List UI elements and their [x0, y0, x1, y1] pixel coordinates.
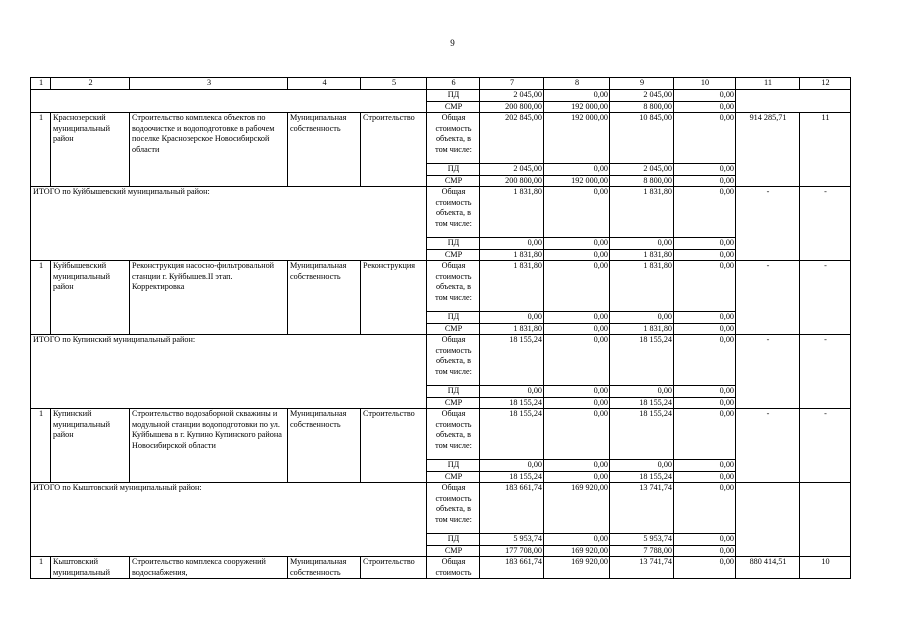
value-cell: 0,00 [674, 90, 736, 102]
project-row [31, 113, 851, 164]
project-row [31, 261, 851, 312]
value-cell: 0,00 [674, 534, 736, 546]
value-cell: 0,00 [674, 335, 736, 386]
row-number: 1 [31, 557, 51, 579]
total-label: ИТОГО по Куйбышевский муниципальный район: [31, 187, 427, 261]
value-cell: 0,00 [674, 238, 736, 250]
total-row [31, 187, 851, 238]
value-cell: 5 953,74 [480, 534, 544, 546]
value-cell: 0,00 [544, 323, 610, 335]
value-cell: 2 045,00 [610, 90, 674, 102]
value-cell: 10 845,00 [610, 113, 674, 164]
ownership: Муниципальная собственность [288, 409, 361, 483]
work-type: Реконструкция [361, 261, 427, 335]
capacity-cell: - [736, 335, 800, 409]
value-cell: 18 155,24 [610, 335, 674, 386]
column-header: 2 [51, 78, 130, 90]
value-cell: 1 831,80 [610, 249, 674, 261]
kind-label: СМР [427, 323, 480, 335]
count-cell: - [800, 335, 851, 409]
column-header: 10 [674, 78, 736, 90]
cost-description: Общая стоимость объекта, в том числе: [427, 483, 480, 534]
count-cell: - [800, 261, 851, 335]
value-cell: 183 661,74 [480, 483, 544, 534]
value-cell: 0,00 [674, 397, 736, 409]
ownership: Муниципальная собственность [288, 113, 361, 187]
blank-cell [736, 90, 851, 113]
page-number: 9 [450, 38, 455, 48]
cost-description: Общая стоимость объекта, в том числе: [427, 409, 480, 460]
work-type: Строительство [361, 409, 427, 483]
work-type: Строительство [361, 557, 427, 579]
total-label: ИТОГО по Купинский муниципальный район: [31, 335, 427, 409]
value-cell: 200 800,00 [480, 175, 544, 187]
value-cell: 0,00 [544, 471, 610, 483]
capacity-cell: - [736, 261, 800, 335]
row-number: 1 [31, 113, 51, 187]
kind-label: СМР [427, 397, 480, 409]
total-row [31, 483, 851, 534]
cost-description: Общая стоимость объекта, в том числе: [427, 187, 480, 238]
value-cell: 0,00 [544, 187, 610, 238]
count-cell: - [800, 187, 851, 261]
cost-description: Общая стоимость объекта, в том числе: [427, 261, 480, 312]
value-cell: 1 831,80 [480, 249, 544, 261]
value-cell: 5 953,74 [610, 534, 674, 546]
value-cell: 0,00 [544, 335, 610, 386]
count-cell [800, 483, 851, 557]
kind-label: ПД [427, 534, 480, 546]
value-cell: 18 155,24 [480, 471, 544, 483]
continuation-row [31, 90, 851, 102]
value-cell: 0,00 [544, 386, 610, 398]
value-cell: 192 000,00 [544, 101, 610, 113]
value-cell: 0,00 [480, 386, 544, 398]
value-cell: 13 741,74 [610, 483, 674, 534]
header-row [31, 78, 851, 90]
value-cell: 0,00 [480, 238, 544, 250]
value-cell: 169 920,00 [544, 545, 610, 557]
value-cell: 8 800,00 [610, 175, 674, 187]
kind-label: ПД [427, 386, 480, 398]
kind-label: СМР [427, 545, 480, 557]
value-cell: 0,00 [674, 460, 736, 472]
value-cell: 0,00 [674, 261, 736, 312]
blank-cell [31, 90, 427, 113]
column-header: 12 [800, 78, 851, 90]
value-cell: 0,00 [674, 323, 736, 335]
value-cell: 0,00 [610, 312, 674, 324]
project-name: Реконструкция насосно-фильтровальной станции г. Куйбышев.II этап. Корректировка [130, 261, 288, 335]
value-cell: 0,00 [674, 483, 736, 534]
value-cell: 7 788,00 [610, 545, 674, 557]
district-name: Кыштовский муниципальный [51, 557, 130, 579]
value-cell: 0,00 [674, 164, 736, 176]
column-header: 9 [610, 78, 674, 90]
value-cell: 0,00 [674, 386, 736, 398]
value-cell: 0,00 [544, 534, 610, 546]
kind-label: ПД [427, 90, 480, 102]
kind-label: СМР [427, 249, 480, 261]
district-name: Куйбышевский муниципальный район [51, 261, 130, 335]
value-cell: 18 155,24 [480, 397, 544, 409]
column-header: 4 [288, 78, 361, 90]
value-cell: 0,00 [544, 90, 610, 102]
total-label: ИТОГО по Кыштовский муниципальный район: [31, 483, 427, 557]
column-header: 3 [130, 78, 288, 90]
value-cell: 1 831,80 [610, 323, 674, 335]
value-cell: 0,00 [544, 261, 610, 312]
value-cell: 200 800,00 [480, 101, 544, 113]
value-cell: 2 045,00 [480, 164, 544, 176]
value-cell: 0,00 [480, 312, 544, 324]
count-cell: 10 [800, 557, 851, 579]
value-cell: 183 661,74 [480, 557, 544, 579]
value-cell: 202 845,00 [480, 113, 544, 164]
value-cell: 2 045,00 [480, 90, 544, 102]
row-number: 1 [31, 261, 51, 335]
value-cell: 0,00 [610, 238, 674, 250]
kind-label: ПД [427, 238, 480, 250]
value-cell: 0,00 [544, 312, 610, 324]
value-cell: 18 155,24 [480, 335, 544, 386]
project-row [31, 557, 851, 579]
project-row [31, 409, 851, 460]
value-cell: 18 155,24 [610, 471, 674, 483]
capacity-cell: 914 285,71 [736, 113, 800, 187]
capacity-cell: - [736, 409, 800, 483]
value-cell: 2 045,00 [610, 164, 674, 176]
value-cell: 0,00 [544, 249, 610, 261]
value-cell: 13 741,74 [610, 557, 674, 579]
value-cell: 0,00 [480, 460, 544, 472]
work-type: Строительство [361, 113, 427, 187]
kind-label: ПД [427, 460, 480, 472]
investment-table [30, 77, 851, 579]
capacity-cell: 880 414,51 [736, 557, 800, 579]
value-cell: 18 155,24 [480, 409, 544, 460]
kind-label: СМР [427, 471, 480, 483]
value-cell: 169 920,00 [544, 483, 610, 534]
value-cell: 1 831,80 [610, 261, 674, 312]
kind-label: СМР [427, 101, 480, 113]
ownership: Муниципальная собственность [288, 261, 361, 335]
district-name: Купинский муниципальный район [51, 409, 130, 483]
ownership: Муниципальная собственность [288, 557, 361, 579]
value-cell: 0,00 [674, 545, 736, 557]
value-cell: 0,00 [674, 409, 736, 460]
value-cell: 1 831,80 [610, 187, 674, 238]
value-cell: 0,00 [610, 460, 674, 472]
value-cell: 0,00 [674, 249, 736, 261]
column-header: 7 [480, 78, 544, 90]
column-header: 1 [31, 78, 51, 90]
value-cell: 0,00 [544, 164, 610, 176]
value-cell: 8 800,00 [610, 101, 674, 113]
value-cell: 0,00 [674, 187, 736, 238]
cost-description: Общая стоимость [427, 557, 480, 579]
kind-label: СМР [427, 175, 480, 187]
count-cell: - [800, 409, 851, 483]
column-header: 5 [361, 78, 427, 90]
value-cell: 0,00 [674, 175, 736, 187]
cost-description: Общая стоимость объекта, в том числе: [427, 335, 480, 386]
value-cell: 169 920,00 [544, 557, 610, 579]
value-cell: 0,00 [610, 386, 674, 398]
value-cell: 177 708,00 [480, 545, 544, 557]
total-row [31, 335, 851, 386]
value-cell: 0,00 [674, 557, 736, 579]
count-cell: 11 [800, 113, 851, 187]
column-header: 11 [736, 78, 800, 90]
value-cell: 1 831,80 [480, 323, 544, 335]
project-name: Строительство водозаборной скважины и модульной станции водоподготовки по ул. Куйбышева в г. Купино Купинского района Новосибирской области [130, 409, 288, 483]
cost-description: Общая стоимость объекта, в том числе: [427, 113, 480, 164]
column-header: 8 [544, 78, 610, 90]
value-cell: 1 831,80 [480, 187, 544, 238]
district-name: Краснозерский муниципальный район [51, 113, 130, 187]
value-cell: 0,00 [674, 471, 736, 483]
kind-label: ПД [427, 164, 480, 176]
value-cell: 0,00 [544, 460, 610, 472]
kind-label: ПД [427, 312, 480, 324]
project-name: Строительство комплекса сооружений водоснабжения, [130, 557, 288, 579]
value-cell: 18 155,24 [610, 397, 674, 409]
value-cell: 0,00 [544, 397, 610, 409]
row-number: 1 [31, 409, 51, 483]
value-cell: 18 155,24 [610, 409, 674, 460]
column-header: 6 [427, 78, 480, 90]
value-cell: 1 831,80 [480, 261, 544, 312]
value-cell: 0,00 [674, 312, 736, 324]
value-cell: 0,00 [674, 101, 736, 113]
project-name: Строительство комплекса объектов по водоочистке и водоподготовке в рабочем поселке Краснозерское Новосибирской области [130, 113, 288, 187]
capacity-cell [736, 483, 800, 557]
value-cell: 0,00 [674, 113, 736, 164]
value-cell: 0,00 [544, 409, 610, 460]
capacity-cell: - [736, 187, 800, 261]
value-cell: 192 000,00 [544, 113, 610, 164]
value-cell: 0,00 [544, 238, 610, 250]
value-cell: 192 000,00 [544, 175, 610, 187]
